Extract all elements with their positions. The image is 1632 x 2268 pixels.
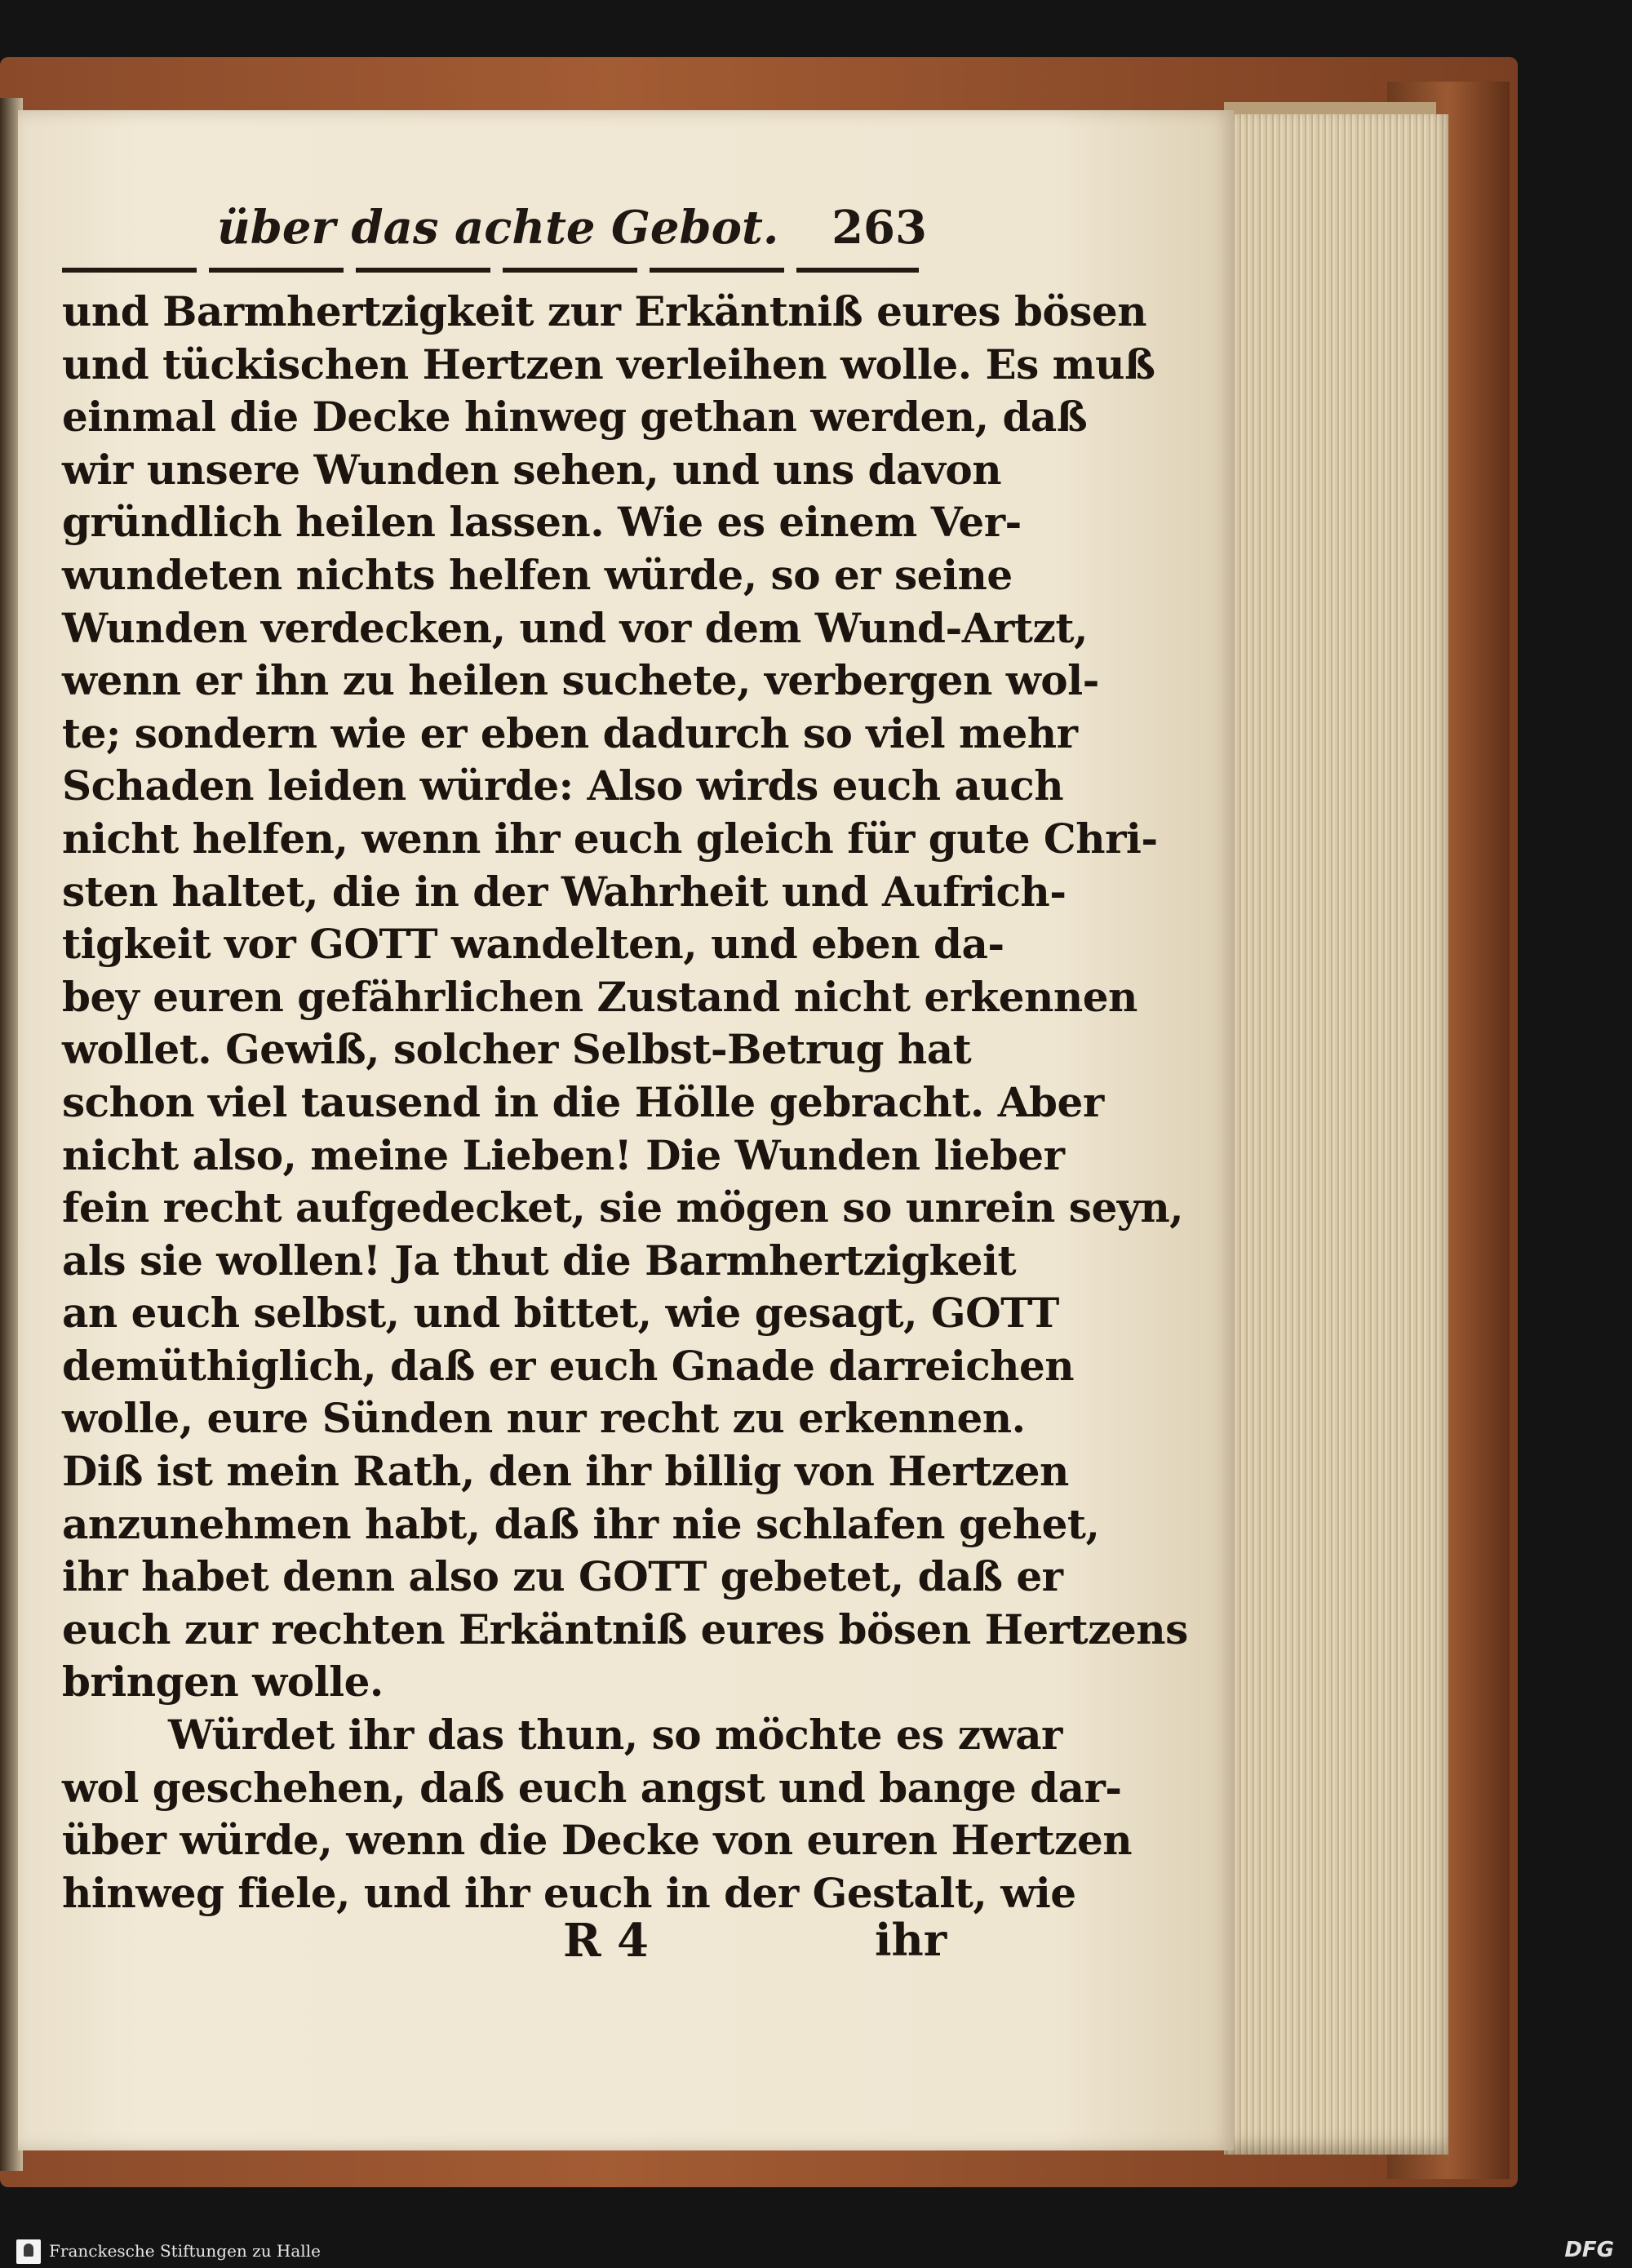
page-edges [1224,114,1448,2155]
running-head [62,201,927,266]
text-line: tigkeit vor GOTT wandelten, und eben da- [62,920,1004,969]
text-line: an euch selbst, und bittet, wie gesagt, GOTT [62,1289,1059,1338]
text-line: und Barmhertzigkeit zur Erkäntniß eures bösen [62,287,1147,335]
text-line: wenn er ihn zu heilen suchete, verbergen wol- [62,656,1099,705]
text-line: über würde, wenn die Decke von euren Hertzen [62,1816,1133,1865]
text-line: sten haltet, die in der Wahrheit und Aufrich- [62,867,1067,916]
text-line: te; sondern wie er eben dadurch so viel mehr [62,708,1078,757]
text-line: wollet. Gewiß, solcher Selbst-Betrug hat [62,1025,972,1074]
body-text [62,286,1188,1920]
text-line: als sie wollen! Ja thut die Barmhertzigkeit [62,1236,1017,1285]
text-line: gründlich heilen lassen. Wie es einem Ver- [62,498,1022,547]
page-number: 263 [832,201,927,255]
text-line: nicht also, meine Lieben! Die Wunden lieber [62,1130,1065,1179]
text-line: schon viel tausend in die Hölle gebracht. Aber [62,1077,1104,1126]
text-line: wolle, eure Sünden nur recht zu erkennen. [62,1394,1026,1443]
dfg-logo: DFG [1564,2238,1614,2262]
text-line: euch zur rechten Erkäntniß eures bösen Hertzens [62,1604,1188,1653]
text-line: ihr habet denn also zu GOTT gebetet, daß er [62,1552,1063,1601]
text-line: wundeten nichts helfen würde, so er seine [62,550,1013,599]
text-line: fein recht aufgedecket, sie mögen so unrein seyn, [62,1183,1184,1232]
text-line: bringen wolle. [62,1658,384,1707]
text-line: bey euren gefährlichen Zustand nicht erkennen [62,972,1138,1021]
header-rule [62,268,919,273]
viewer-footer [0,2235,1632,2268]
text-line: und tückischen Hertzen verleihen wolle. Es muß [62,340,1155,388]
catchword: ihr [875,1914,947,1966]
text-line: Wunden verdecken, und vor dem Wund-Artzt, [62,603,1088,652]
paragraph-start-line: Würdet ihr das thun, so möchte es zwar [168,1711,1062,1760]
text-line: hinweg fiele, und ihr euch in der Gestalt, wie [62,1868,1076,1917]
text-line: wol geschehen, daß euch angst und bange dar- [62,1763,1122,1812]
text-line: anzunehmen habt, daß ihr nie schlafen gehet, [62,1499,1100,1548]
text-line: demüthiglich, daß er euch Gnade darreichen [62,1341,1075,1390]
running-title: über das achte Gebot. [217,201,779,255]
text-line: Schaden leiden würde: Also wirds euch auch [62,761,1064,810]
text-line: einmal die Decke hinweg gethan werden, daß [62,393,1088,442]
text-line: Diß ist mein Rath, den ihr billig von Hertzen [62,1447,1069,1496]
signature-mark: R 4 [563,1914,649,1968]
institution-logo-icon [16,2239,41,2264]
text-line: wir unsere Wunden sehen, und uns davon [62,445,1002,494]
institution-name: Franckesche Stiftungen zu Halle [49,2241,321,2261]
text-line: nicht helfen, wenn ihr euch gleich für gute Chri- [62,814,1158,863]
